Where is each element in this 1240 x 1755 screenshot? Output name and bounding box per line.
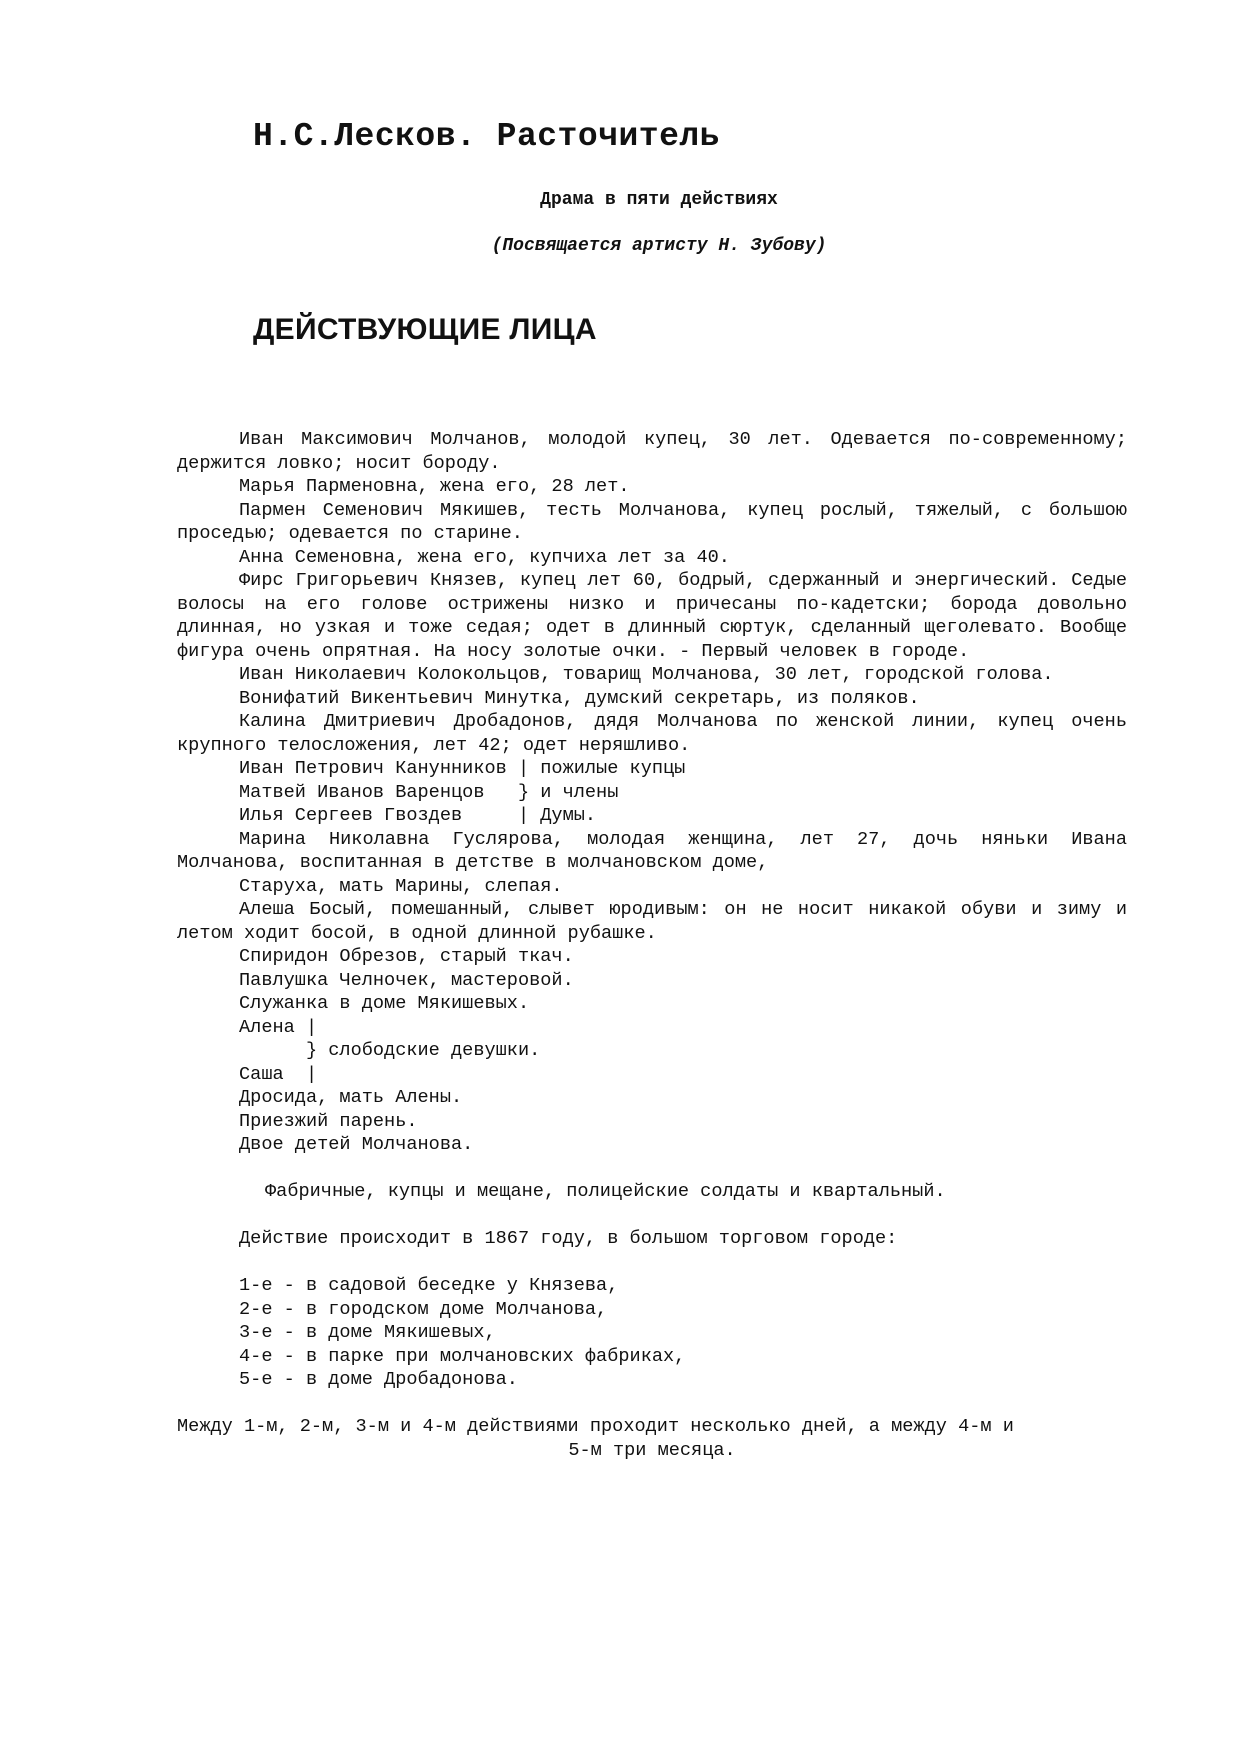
document-title: Н.С.Лесков. Расточитель <box>253 118 720 155</box>
spacer <box>177 1157 1127 1181</box>
character-entry: Павлушка Челночек, мастеровой. <box>239 969 574 991</box>
act-location: 4-е - в парке при молчановских фабриках, <box>239 1345 686 1367</box>
character-entry: Спиридон Обрезов, старый ткач. <box>239 946 574 967</box>
act-location: 1-е - в садовой беседке у Князева, <box>239 1275 619 1296</box>
time-note-line: Между 1-м, 2-м, 3-м и 4-м действиями проходит несколько дней, а между 4-м и <box>177 1416 1014 1437</box>
extras-line: Фабричные, купцы и мещане, полицейские солдаты и квартальный. <box>265 1181 946 1202</box>
character-entry: Пармен Семенович Мякишев, тесть Молчанова, купец рослый, тяжелый, с большою проседью; одевается по старине. <box>177 499 1127 544</box>
spacer <box>177 1204 1127 1228</box>
act-location: 3-е - в доме Мякишевых, <box>239 1322 496 1343</box>
act-location: 2-е - в городском доме Молчанова, <box>239 1298 608 1320</box>
group-member-line: Матвей Иванов Варенцов } и члены <box>239 781 619 803</box>
spacer <box>177 1392 1127 1416</box>
character-entry: Вонифатий Викентьевич Минутка, думский секретарь, из поляков. <box>239 687 920 709</box>
character-entry: Приезжий парень. <box>239 1110 418 1132</box>
character-entry: Марья Парменовна, жена его, 28 лет. <box>239 476 630 497</box>
character-entry: Алеша Босый, помешанный, слывет юродивым: он не носит никакой обуви и зиму и летом ходит босой, в одной длинной рубашке. <box>177 899 1127 944</box>
group-member-line: Илья Сергеев Гвоздев | Думы. <box>239 805 597 826</box>
character-entry: Фирс Григорьевич Князев, купец лет 60, бодрый, сдержанный и энергический. Седые волосы на его голове острижены низко и причесаны по-кадетски; борода довольно длинная, но узкая и тоже седая; одет в длинный сюртук, сделанный щеголевато. Вообще фигура очень опрятная. На носу золотые очки. - Первый человек в городе. <box>177 570 1127 662</box>
cast-list <box>177 428 1127 1462</box>
setting-intro: Действие происходит в 1867 году, в большом торговом городе: <box>239 1228 898 1249</box>
girls-line: Саша | <box>239 1063 318 1085</box>
character-entry: Марина Николавна Гуслярова, молодая женщина, лет 27, дочь няньки Ивана Молчанова, воспитанная в детстве в молчановском доме, <box>177 828 1127 873</box>
character-entry: Калина Дмитриевич Дробадонов, дядя Молчанова по женской линии, купец очень крупного телосложения, лет 42; одет неряшливо. <box>177 711 1127 756</box>
girls-line: Алена | <box>239 1016 318 1038</box>
girls-line: } слободские девушки. <box>239 1040 541 1061</box>
dedication: (Посвящается артисту Н. Зубову) <box>491 236 827 256</box>
character-entry: Иван Николаевич Колокольцов, товарищ Молчанова, 30 лет, городской голова. <box>239 664 1054 685</box>
character-entry: Старуха, мать Марины, слепая. <box>239 875 563 897</box>
character-entry: Дросида, мать Алены. <box>239 1087 463 1108</box>
section-heading: ДЕЙСТВУЮЩИЕ ЛИЦА <box>253 313 597 346</box>
character-entry: Двое детей Молчанова. <box>239 1134 474 1155</box>
character-entry: Анна Семеновна, жена его, купчиха лет за 40. <box>239 546 730 568</box>
group-member-line: Иван Петрович Канунников | пожилые купцы <box>239 758 686 779</box>
document-subtitle: Драма в пяти действиях <box>540 190 778 210</box>
character-entry: Служанка в доме Мякишевых. <box>239 993 530 1014</box>
character-entry: Иван Максимович Молчанов, молодой купец, 30 лет. Одевается по-современному; держится ловко; носит бороду. <box>177 429 1127 474</box>
spacer <box>177 1251 1127 1275</box>
time-note-line: 5-м три месяца. <box>568 1439 736 1461</box>
act-location: 5-е - в доме Дробадонова. <box>239 1369 518 1390</box>
